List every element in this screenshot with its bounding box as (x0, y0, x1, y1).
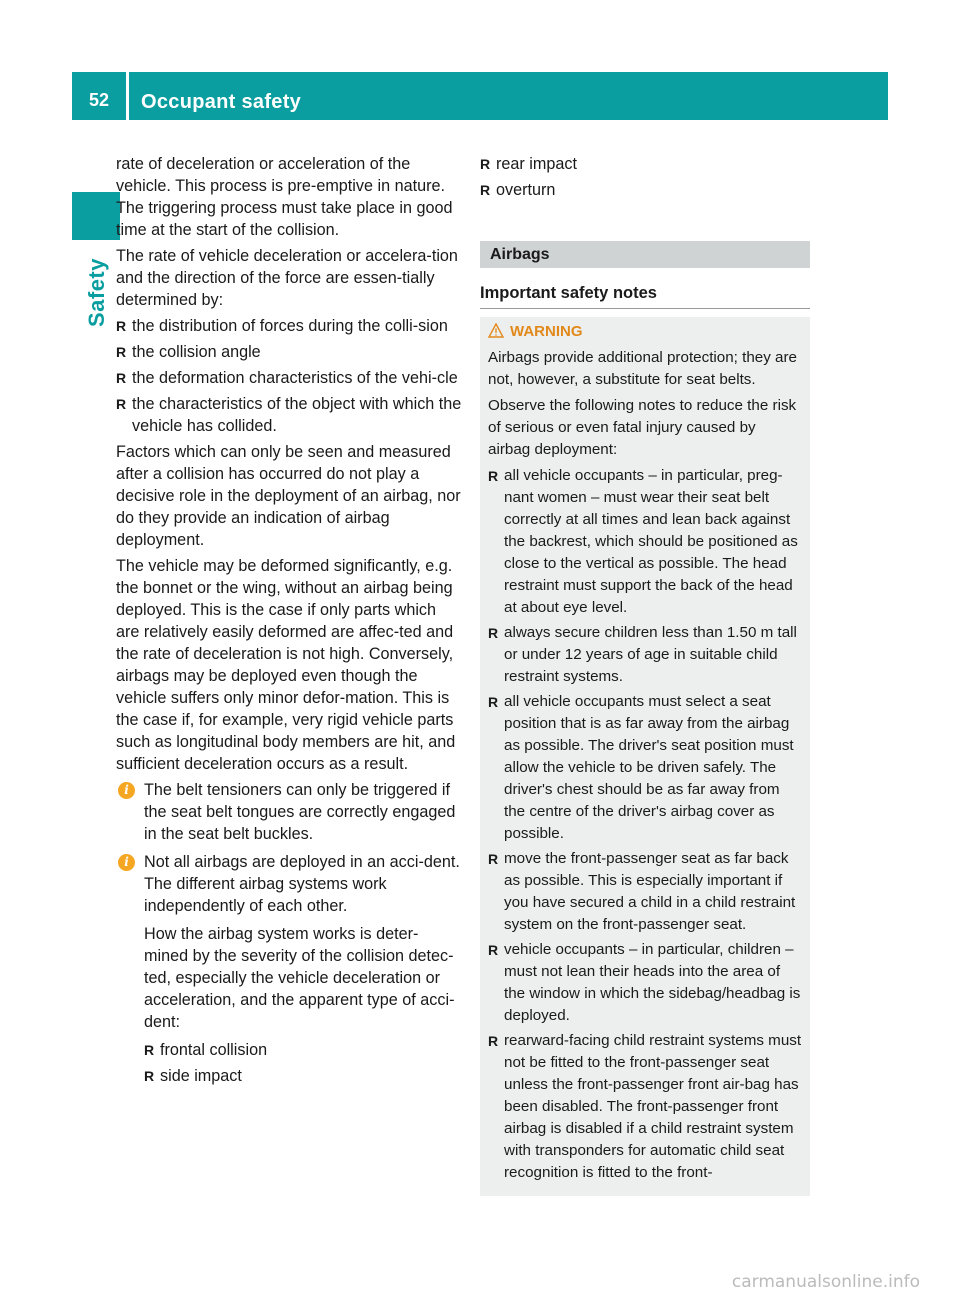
paragraph: The vehicle may be deformed significantly, e.g. the bonnet or the wing, without an airbag being deployed. This is the case if only parts which are relatively easily deformed are affec-ted and the rate of deceleration is not high. Conversely, airbags may be deployed even though the vehicle suffers only minor defor-mation. This is the case if, for example, very rigid vehicle parts such as longitudinal body members are hit, and sufficient deceleration occurs as a result. (116, 557, 456, 773)
info-text: How the airbag system works is deter-mined by the severity of the collision detec-ted, especially the vehicle deceleration or acceleration, and the apparent type of acci-dent: (144, 925, 455, 1031)
paragraph: rate of deceleration or acceleration of the vehicle. This process is pre-emptive in nature. The triggering process must take place in good time at the start of the collision. (116, 155, 453, 239)
warning-text: Observe the following notes to reduce the risk of serious or even fatal injury caused by airbag deployment: (488, 397, 797, 458)
info-icon: i (118, 854, 135, 871)
bullet-icon: R (480, 182, 491, 198)
list-item: R rear impact (480, 155, 577, 173)
bullet-icon: R (144, 1068, 155, 1084)
side-tab-block (72, 192, 120, 240)
info-note (116, 779, 462, 845)
list-item: R overturn (480, 181, 556, 199)
header-divider (126, 72, 129, 120)
warning-box (480, 317, 810, 1196)
paragraph: Factors which can only be seen and measured after a collision has occurred do not play a decisive role in the deployment of an airbag, nor do they provide an indication of airbag deployment. (116, 443, 461, 549)
warning-title (488, 321, 802, 343)
list-item: R vehicle occupants – in particular, children – must not lean their heads into the area of the window in which the sidebag/headbag is deployed. (488, 941, 801, 1024)
subheading: Important safety notes (480, 282, 810, 309)
warning-text: Airbags provide additional protection; they are not, however, a substitute for seat belts. (488, 349, 798, 388)
watermark: carmanualsonline.info (731, 1272, 920, 1292)
bullet-list (480, 153, 810, 201)
bullet-icon: R (116, 318, 127, 334)
list-item: R all vehicle occupants must select a seat position that is as far away from the airbag as possible. The driver's seat position must allow the vehicle to be driven safely. The driver's chest should be as far away from the centre of the driver's airbag cover as possible. (488, 693, 794, 842)
bullet-list (116, 315, 462, 437)
list-item: R the distribution of forces during the colli-sion (116, 317, 448, 335)
info-text: Not all airbags are deployed in an acci-dent. The different airbag systems work independently of each other. (144, 853, 460, 915)
list-item: R frontal collision (144, 1041, 268, 1059)
bullet-icon: R (116, 344, 127, 360)
list-item: R move the front-passenger seat as far back as possible. This is especially important if you have secured a child in a child restraint system on the front-passenger seat. (488, 850, 796, 933)
bullet-list (144, 1039, 462, 1087)
info-text: The belt tensioners can only be triggered if the seat belt tongues are correctly engaged in the seat belt buckles. (144, 781, 456, 843)
bullet-icon: R (116, 396, 127, 412)
left-column (116, 153, 462, 1091)
bullet-icon: R (488, 942, 499, 958)
bullet-icon: R (488, 694, 499, 710)
warning-label: WARNING (510, 323, 583, 340)
list-item: R always secure children less than 1.50 m tall or under 12 years of age in suitable child restraint systems. (488, 624, 797, 685)
bullet-icon: R (488, 1033, 499, 1049)
right-column (480, 153, 810, 1196)
list-item: R rearward-facing child restraint systems must not be fitted to the front-passenger seat unless the front-passenger front air-bag has been disabled. The front-passenger front airbag is disabled if a child restraint system with transponders for automatic child seat recognition is fitted to the front- (488, 1032, 802, 1181)
list-item: R the characteristics of the object with which the vehicle has collided. (116, 395, 462, 435)
bullet-icon: R (144, 1042, 155, 1058)
side-tab-label: Safety (84, 258, 109, 328)
list-item: R side impact (144, 1067, 242, 1085)
bullet-icon: R (480, 156, 491, 172)
bullet-icon: R (488, 851, 499, 867)
section-heading: Airbags (480, 241, 810, 268)
bullet-icon: R (488, 468, 499, 484)
warning-triangle-icon (488, 323, 504, 345)
list-item: R the deformation characteristics of the vehi-cle (116, 369, 458, 387)
info-icon: i (118, 782, 135, 799)
bullet-icon: R (116, 370, 127, 386)
list-item: R the collision angle (116, 343, 261, 361)
list-item: R all vehicle occupants – in particular, preg-nant women – must wear their seat belt correctly at all times and lean back against the backrest, which should be positioned as close to the vertical as possible. The head restraint must support the back of the head at about eye level. (488, 467, 798, 616)
page-title: Occupant safety (141, 91, 302, 113)
info-note (116, 851, 462, 1087)
warning-list (488, 465, 802, 1184)
page-number: 52 (88, 90, 110, 110)
bullet-icon: R (488, 625, 499, 641)
paragraph: The rate of vehicle deceleration or accelera-tion and the direction of the force are essen-tially determined by: (116, 247, 458, 309)
